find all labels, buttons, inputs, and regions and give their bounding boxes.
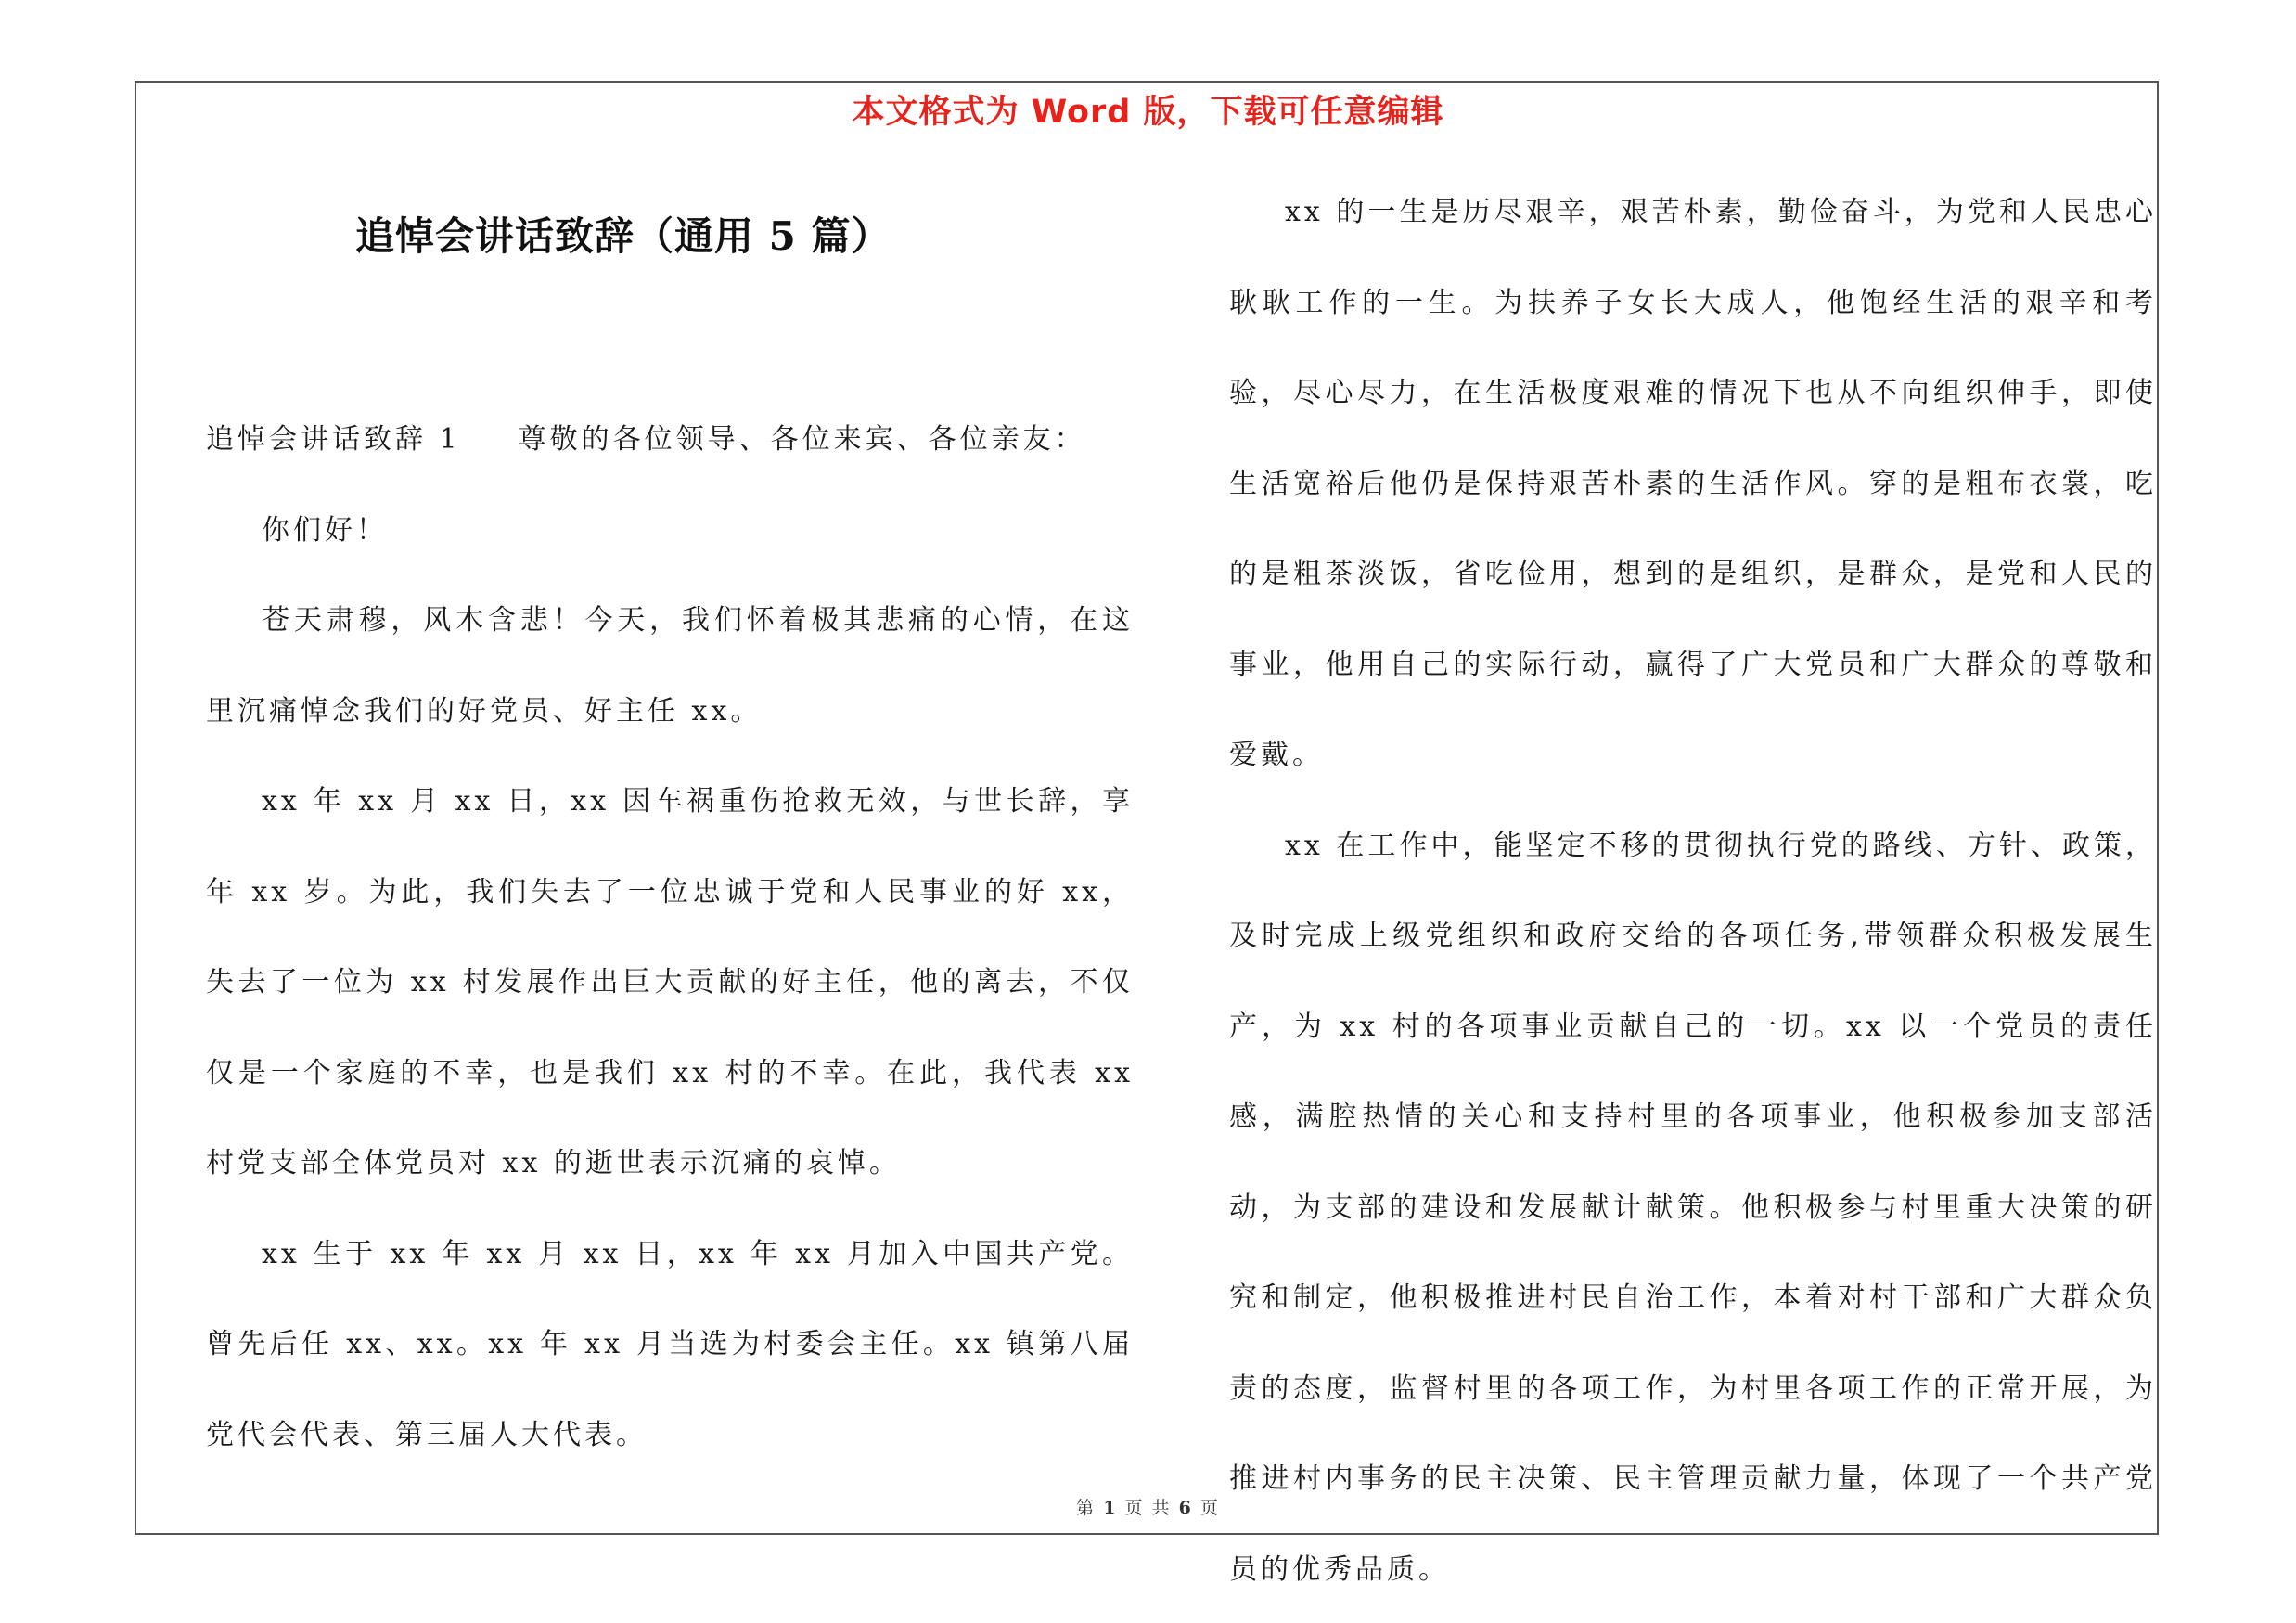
right-column bbox=[1229, 167, 2157, 1615]
speech-heading-line bbox=[206, 394, 1134, 485]
paragraph: 你们好！ bbox=[262, 513, 388, 547]
speech-heading: 追悼会讲话致辞 1 bbox=[206, 423, 461, 456]
paragraph: xx 的一生是历尽艰辛，艰苦朴素，勤俭奋斗，为党和人民忠心耿耿工作的一生。为扶养子女长大成人，他饱经生活的艰辛和考验，尽心尽力，在生活极度艰难的情况下也从不向组织伸手，即使生活宽裕后他仍是保持艰苦朴素的生活作风。穿的是粗布衣裳，吃的是粗茶淡饭，省吃俭用，想到的是组织，是群众，是党和人民的事业，他用自己的实际行动，赢得了广大党员和广大群众的尊敬和爱戴。 bbox=[1229, 196, 2157, 771]
paragraph: xx 生于 xx 年 xx 月 xx 日，xx 年 xx 月加入中国共产党。曾先后任 xx、xx。xx 年 xx 月当选为村委会主任。xx 镇第八届党代会代表、第三届人大代表。 bbox=[206, 1237, 1134, 1451]
footer-middle: 页 共 bbox=[1124, 1498, 1172, 1518]
paragraph: 苍天肃穆，风木含悲！今天，我们怀着极其悲痛的心情，在这里沉痛悼念我们的好党员、好主任 xx。 bbox=[206, 604, 1134, 728]
salutation: 尊敬的各位领导、各位来宾、各位亲友： bbox=[518, 423, 1086, 456]
document-title: 追悼会讲话致辞（通用 5 篇） bbox=[355, 213, 891, 259]
footer-suffix: 页 bbox=[1199, 1498, 1220, 1518]
left-column bbox=[206, 394, 1134, 1480]
current-page-number: 1 bbox=[1103, 1498, 1118, 1518]
format-banner: 本文格式为 Word 版，下载可任意编辑 bbox=[852, 94, 1444, 131]
paragraph: xx 在工作中，能坚定不移的贯彻执行党的路线、方针、政策，及时完成上级党组织和政府交给的各项任务,带领群众积极发展生产，为 xx 村的各项事业贡献自己的一切。xx 以一个党员的责任感，满腔热情的关心和支持村里的各项事业，他积极参加支部活动，为支部的建设和发展献计献策。他积极参与村里重大决策的研究和制定，他积极推进村民自治工作，本着对村干部和广大群众负责的态度，监督村里的各项工作，为村里各项工作的正常开展，为推进村内事务的民主决策、民主管理贡献力量，体现了一个共产党员的优秀品质。 bbox=[1229, 829, 2157, 1586]
total-pages-number: 6 bbox=[1178, 1498, 1193, 1518]
footer-prefix: 第 bbox=[1076, 1498, 1097, 1518]
paragraph: xx 年 xx 月 xx 日，xx 因车祸重伤抢救无效，与世长辞，享年 xx 岁。为此，我们失去了一位忠诚于党和人民事业的好 xx，失去了一位为 xx 村发展作出巨大贡献的好主任，他的离去，不仅仅是一个家庭的不幸，也是我们 xx 村的不幸。在此，我代表 xx 村党支部全体党员对 xx 的逝世表示沉痛的哀悼。 bbox=[206, 785, 1134, 1179]
page-footer bbox=[0, 1494, 2296, 1519]
